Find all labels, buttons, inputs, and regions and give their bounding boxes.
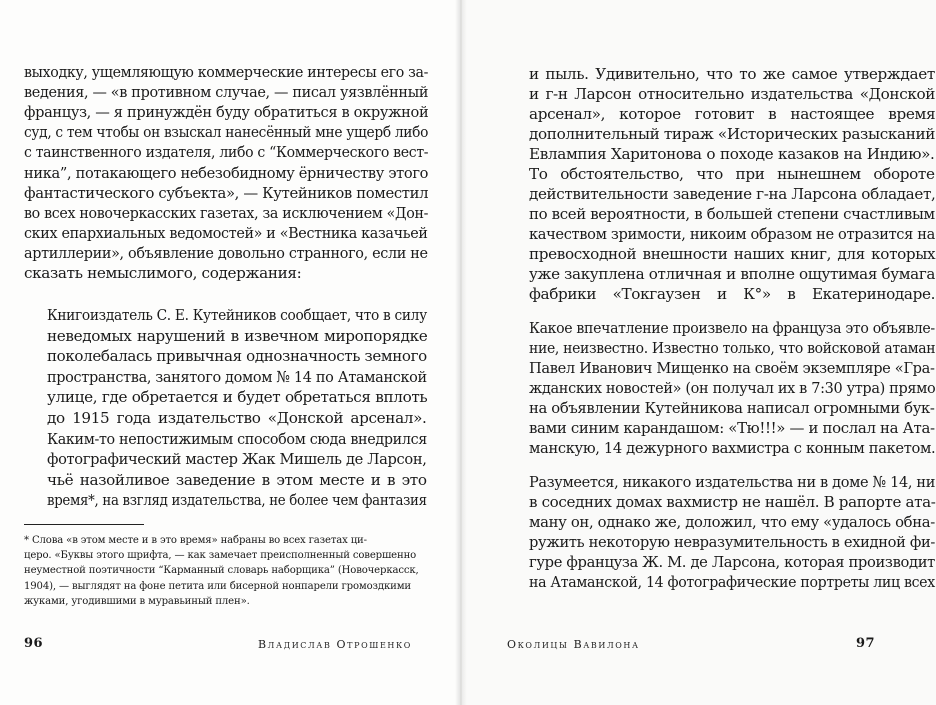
quote-line: Книгоиздатель С. Е. Кутейников сообщает, что в силу	[47, 306, 427, 324]
body-line: превосходной внешности наших книг, для которых	[529, 245, 936, 263]
body-line: ведения, — «в противном случае, — писал уязвлённый	[24, 83, 429, 102]
running-head-right: Околицы Вавилона	[507, 638, 640, 651]
body-line: фабрики «Токгаузен и К°» в Екатеринодаре.	[529, 285, 936, 303]
body-line: гуре француза Ж. М. де Ларсона, которая производит	[529, 553, 935, 571]
quote-line: пространства, занятого домом № 14 по Атаманской	[47, 367, 427, 386]
footnote-line: 1904), — выглядят на фоне петита или бисерной нонпарели громоздкими	[24, 580, 411, 592]
body-line: жданских новостей» (он получал их в 7:30 утра) прямо	[529, 379, 936, 397]
body-line: Евлампия Харитонова о походе казаков на Индию».	[529, 145, 935, 163]
body-line: ника”, потакающего небезобидному ёрничеству этого	[24, 163, 429, 182]
quote-line: до 1915 года издательство «Донской арсенал».	[47, 409, 427, 427]
body-line: и г-н Ларсон относительно издательства «Донской	[529, 85, 936, 103]
running-head-left: Владислав Отрошенко	[258, 638, 412, 651]
right-page	[460, 0, 936, 705]
body-line: Какое впечатление произвело на француза это объявле-	[529, 319, 935, 337]
quote-line: поколебалась привычная однозначность земного	[47, 347, 427, 366]
body-line: уже закуплена отличная и вполне ощутимая бумага	[529, 265, 936, 283]
quote-line: неведомых нарушений в извечном миропорядке	[47, 326, 428, 345]
body-line: Павел Иванович Мищенко на своём экземпляре «Гра-	[529, 359, 935, 377]
body-line: сказать немыслимого, содержания:	[24, 264, 302, 282]
body-line: выходку, ущемляющую коммерческие интересы его за-	[24, 63, 429, 81]
body-line: с таинственного издателя, либо с “Коммерческого вест-	[24, 143, 429, 162]
body-line: ских епархиальных ведомостей» и «Вестника казачьей	[24, 223, 428, 242]
footnote-line: жуками, угодившими в муравьиный плен».	[24, 595, 250, 607]
left-page	[0, 0, 460, 705]
page-number-right: 97	[856, 636, 876, 651]
body-line: ману он, однако же, доложил, что ему «удалось обна-	[529, 513, 935, 531]
body-line: дополнительный тираж «Исторических разысканий	[529, 125, 936, 143]
body-line: в соседних домах вахмистр не нашёл. В рапорте ата-	[529, 493, 936, 511]
body-line: арсенал», которое готовит в настоящее время	[529, 105, 936, 123]
quote-line: время*, на взгляд издательства, не более чем фантазия	[47, 491, 427, 510]
body-line: манскую, 14 дежурного вахмистра с конным пакетом.	[529, 439, 936, 457]
page-number-left: 96	[24, 636, 44, 651]
body-line: артиллерии», объявление довольно странного, если не	[24, 243, 428, 262]
footnote-line: * Слова «в этом месте и в это время» набраны во всех газетах ци-	[24, 535, 367, 546]
body-line: на Атаманской, 14 фотографические портреты лиц всех	[529, 573, 935, 591]
body-line: действительности заведение г-на Ларсона обладает,	[529, 185, 936, 203]
body-line: и пыль. Удивительно, что то же самое утверждает	[529, 65, 935, 83]
body-line: То обстоятельство, что при нынешнем обороте	[529, 165, 935, 183]
body-line: вами синим карандашом: «Тю!!!» — и послал на Ата-	[529, 419, 935, 437]
body-line: качеством зримости, никоим образом не отразится на	[529, 225, 936, 243]
body-line: Разумеется, никакого издательства ни в доме № 14, ни	[529, 473, 936, 491]
quote-line: фотографический мастер Жак Мишель де Ларсон,	[47, 450, 427, 469]
body-line: ружить некоторую невразумительность в ехидной фи-	[529, 533, 936, 551]
book-gutter-shadow	[455, 0, 467, 705]
footnote-rule	[24, 524, 144, 525]
body-line: на объявлении Кутейникова написал огромными бук-	[529, 399, 935, 417]
body-line: француз, — я принуждён буду обратиться в окружной	[24, 103, 429, 122]
footnote-line: неуместной поэтичности “Карманный словарь наборщика” (Новочеркасск,	[24, 565, 419, 577]
body-line: ние, неизвестно. Известно только, что войсковой атаман	[529, 339, 936, 357]
quote-line: улице, где обретается и будет обретаться вплоть	[47, 388, 428, 407]
body-line: суд, с тем чтобы он взыскал нанесённый мне ущерб либо	[24, 123, 429, 142]
body-line: фантастического субъекта», — Кутейников поместил	[24, 183, 429, 202]
quote-line: чьё назойливое заведение в этом месте и в это	[47, 470, 427, 489]
quote-line: Каким-то непостижимым способом сюда внедрился	[47, 429, 427, 448]
body-line: по всей вероятности, в большей степени счастливым	[529, 205, 935, 223]
body-line: во всех новочеркасских газетах, за исключением «Дон-	[24, 203, 429, 222]
footnote-line: церо. «Буквы этого шрифта, — как замечает преисполненный совершенно	[24, 550, 417, 562]
